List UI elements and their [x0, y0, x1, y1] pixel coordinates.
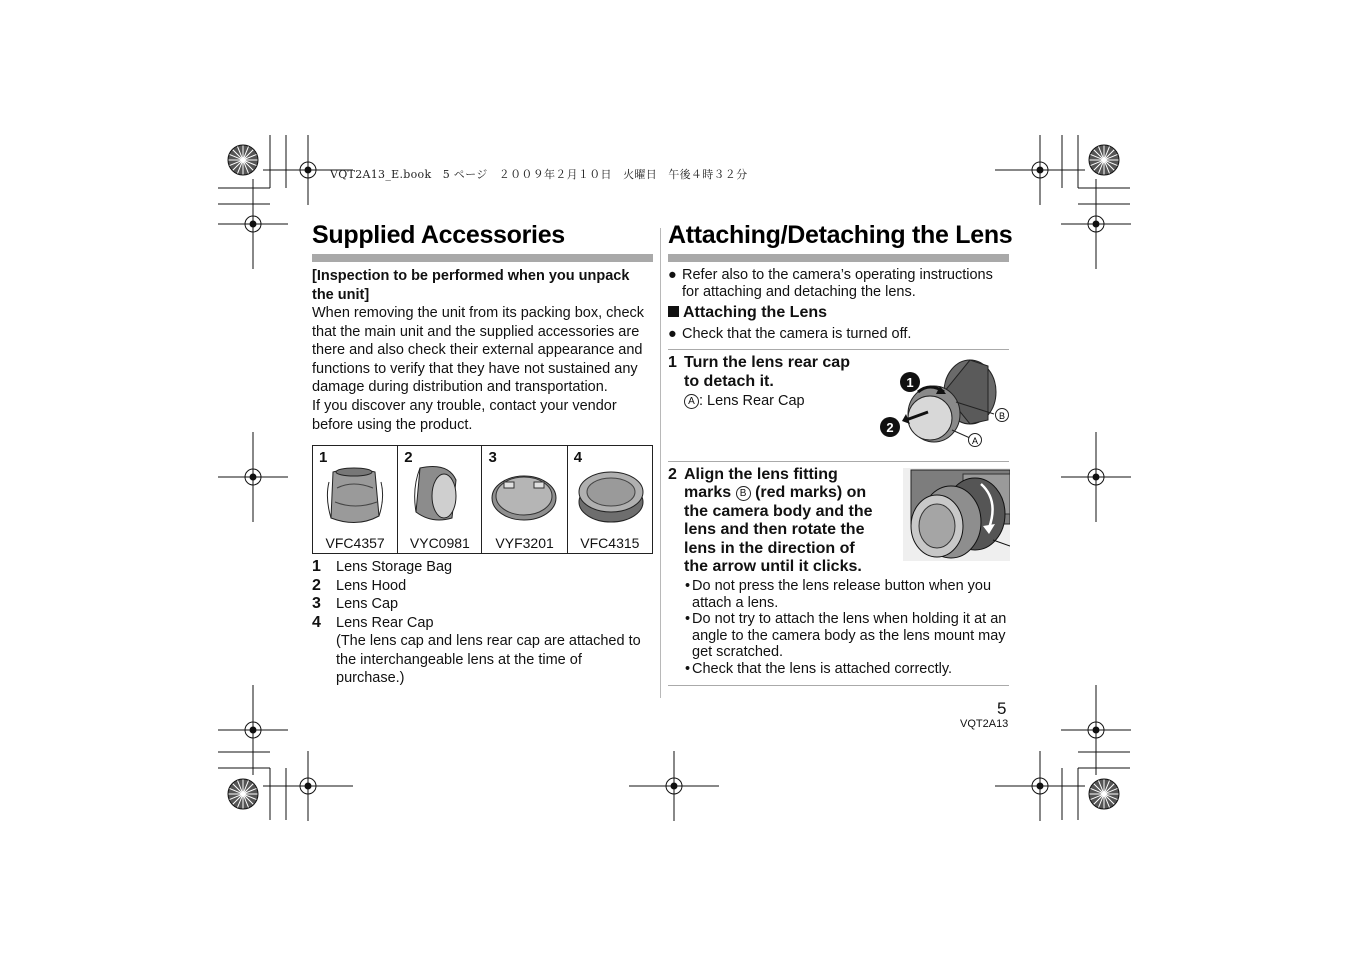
- step-number: 2: [668, 466, 677, 483]
- lens-rear-cap-removal-diagram: [878, 352, 1010, 452]
- list-item-lens-storage-bag: Lens Storage Bag: [336, 559, 453, 575]
- lens-storage-bag-icon: [313, 458, 398, 528]
- diagram-label-2: 2: [886, 420, 894, 435]
- step1-text-line2: to detach it.: [684, 373, 774, 390]
- inspection-text: When removing the unit from its packing box, check that the main unit and the supplied accessories are there and also check their external appearance and functions to verify that they have not sustained any damage during distribution and transportation.: [312, 305, 645, 395]
- step2-text-line4: lens and then rotate the: [684, 521, 865, 538]
- step2-text-line1: Align the lens fitting: [684, 466, 838, 483]
- accessory-number: 3: [488, 449, 497, 466]
- accessory-cell: [313, 446, 398, 554]
- marker-a: A: [684, 394, 699, 409]
- print-header: VQT2A13_E.book 5 ページ ２００９年２月１０日 火曜日 午後４時３２分: [330, 168, 748, 181]
- note-item: • Do not press the lens release button when you attach a lens.: [685, 578, 992, 611]
- step2-text-line5: lens in the direction of: [684, 540, 855, 557]
- section-heading: Attaching the Lens: [668, 304, 827, 323]
- lens-rear-cap-icon: [568, 458, 653, 528]
- divider: [668, 461, 1009, 462]
- list-number: 3: [312, 595, 321, 612]
- note-item: • Check that the lens is attached correctly.: [685, 661, 953, 677]
- page-title-attaching-lens: Attaching/Detaching the Lens: [668, 221, 1013, 249]
- step1-text-line1: Turn the lens rear cap: [684, 354, 850, 371]
- accessory-number: 4: [573, 449, 583, 466]
- marker-b: B: [736, 486, 751, 501]
- accessory-code: VFC4357: [325, 535, 385, 551]
- contact-text: If you discover any trouble, contact your vendor before using the product.: [312, 398, 617, 433]
- diagram-label-1: 1: [906, 375, 914, 390]
- title-underline: [668, 254, 1009, 262]
- lens-hood-icon: [398, 458, 482, 528]
- step-number: 1: [668, 354, 677, 371]
- accessory-cell: [567, 446, 652, 554]
- list-item-lens-cap: Lens Cap: [336, 596, 399, 612]
- accessories-table: [312, 445, 653, 554]
- accessory-code: VYC0981: [409, 535, 470, 551]
- reference-bullet: ● Refer also to the camera’s operating instructions for attaching and detaching the lens.: [668, 267, 993, 300]
- step1-caption: A : Lens Rear Cap: [684, 392, 805, 411]
- title-underline: [312, 254, 653, 262]
- step2-text-line3: the camera body and the: [684, 503, 873, 520]
- list-item-lens-hood: Lens Hood: [336, 578, 407, 594]
- inspection-heading: [Inspection to be performed when you unpack the unit]: [312, 268, 630, 303]
- accessory-code: VYF3201: [495, 535, 554, 551]
- note-item: • Do not try to attach the lens when holding it at an angle to the camera body as the lens mount may get scratched.: [685, 611, 1007, 660]
- page-number: 5: [997, 699, 1007, 718]
- accessory-number: 1: [319, 449, 328, 466]
- diagram-label-b: B: [998, 411, 1006, 421]
- diagram-label-a: A: [971, 436, 979, 446]
- divider: [668, 685, 1009, 686]
- accessory-code: VFC4315: [580, 535, 640, 551]
- model-number: VQT2A13: [960, 718, 1009, 730]
- accessory-cell: [398, 446, 482, 554]
- check-bullet: ● Check that the camera is turned off.: [668, 326, 912, 342]
- list-number: 2: [312, 577, 321, 594]
- accessory-number: 2: [404, 449, 413, 466]
- lens-mounting-diagram: [903, 468, 1010, 561]
- list-item-lens-rear-cap: Lens Rear Cap: [336, 615, 434, 631]
- page-title-supplied-accessories: Supplied Accessories: [312, 221, 565, 249]
- step2-text-line2: marks B (red marks) on: [684, 484, 867, 501]
- step2-text-line6: the arrow until it clicks.: [684, 558, 862, 575]
- list-number: 1: [312, 558, 321, 575]
- accessory-cell: [482, 446, 567, 554]
- lens-cap-icon: [482, 458, 567, 528]
- column-divider: [660, 228, 661, 698]
- divider: [668, 349, 1009, 350]
- list-number: 4: [312, 614, 321, 631]
- list-note: (The lens cap and lens rear cap are attached to the interchangeable lens at the time of purchase.): [336, 633, 641, 686]
